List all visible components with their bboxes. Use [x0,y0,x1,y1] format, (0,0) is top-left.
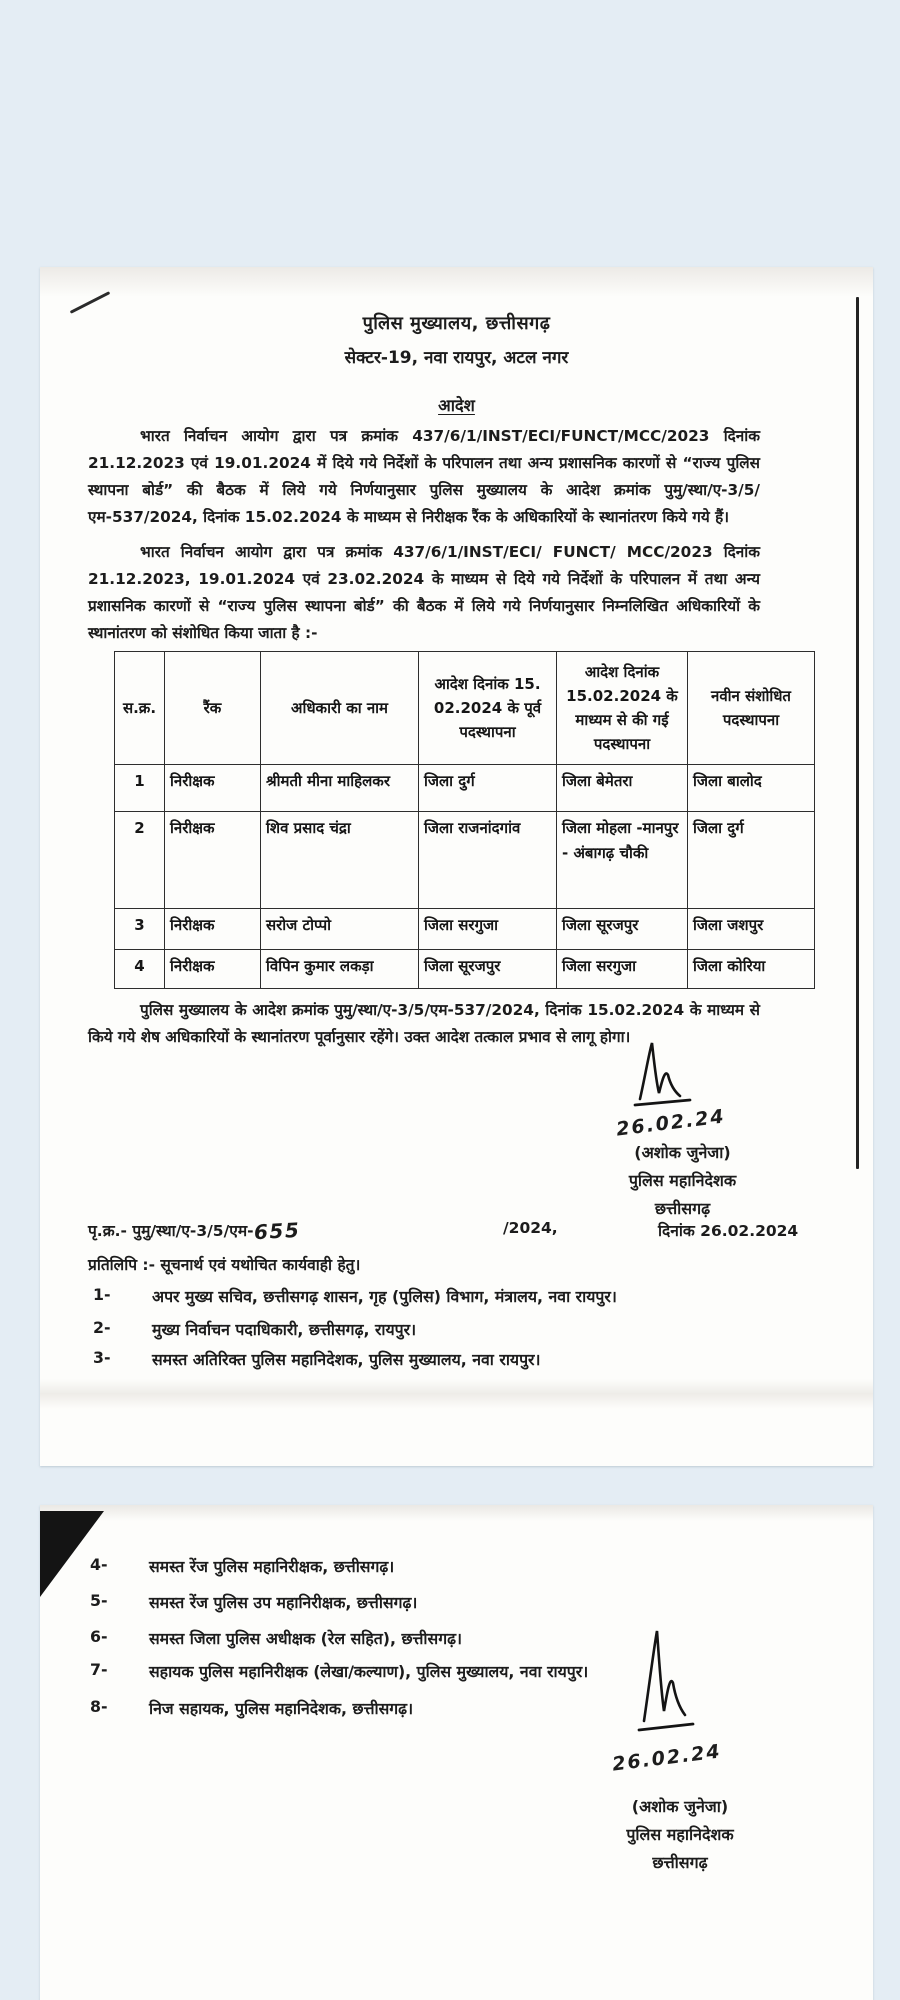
col-header-order-posting: आदेश दिनांक 15.02.2024 के माध्यम से की गई पदस्थापना [557,652,688,765]
col-header-new-posting: नवीन संशोधित पदस्थापना [688,652,815,765]
cell-new-posting: जिला दुर्ग [688,812,815,909]
signatory-block [580,1793,780,1877]
cell-prev-posting: जिला राजनांदगांव [419,812,557,909]
table-row [115,909,815,950]
signatory-title: पुलिस महानिदेशक [626,1825,734,1844]
cell-prev-posting: जिला सूरजपुर [419,950,557,989]
list-item-text: समस्त रेंज पुलिस महानिरीक्षक, छत्तीसगढ़। [149,1557,395,1576]
org-name: पुलिस मुख्यालय, छत्तीसगढ़ [362,313,551,334]
signatory-region: छत्तीसगढ़ [652,1853,708,1872]
list-item-text: सहायक पुलिस महानिरीक्षक (लेखा/कल्याण), पुलिस मुख्यालय, नवा रायपुर। [149,1662,589,1681]
handwritten-date: 26.02.24 [615,1105,727,1141]
ref-date: दिनांक 26.02.2024 [658,1222,799,1240]
cell-officer-name: विपिन कुमार लकड़ा [261,950,419,989]
col-header-serial: स.क्र. [115,652,165,765]
col-header-prev-posting: आदेश दिनांक 15. 02.2024 के पूर्व पदस्थापना [419,652,557,765]
cell-order-posting: जिला मोहला -मानपुर - अंबागढ़ चौकी [557,812,688,909]
ref-year: /2024, [503,1219,558,1237]
signatory-title: पुलिस महानिदेशक [628,1171,737,1190]
cell-order-posting: जिला बेमेतरा [557,765,688,812]
signature-icon [632,1039,696,1109]
list-item-number: 4- [90,1555,108,1574]
cell-rank: निरीक्षक [165,950,261,989]
cell-prev-posting: जिला दुर्ग [419,765,557,812]
cell-order-posting: जिला सरगुजा [557,950,688,989]
paragraph-1: भारत निर्वाचन आयोग द्वारा पत्र क्रमांक 437/6/1/INST/ECI/FUNCT/MCC/2023 दिनांक 21.12.2023 एवं 19.01.2024 में दिये गये निर्देशों के परिपालन तथा अन्य प्रशासनिक कारणों से “राज्य पुलिस स्थापना बोर्ड” की बैठक में लिये गये निर्णयानुसार पुलिस मुख्यालय के आदेश क्रमांक पुमु/स्था/ए-3/5/एम-537/2024, दिनांक 15.02.2024 के माध्यम से निरीक्षक रैंक के अधिकारियों के स्थानांतरण किये गये हैं। [88,427,760,526]
list-item-number: 3- [93,1348,111,1367]
cell-officer-name: श्रीमती मीना माहिलकर [261,765,419,812]
paragraph-3: पुलिस मुख्यालय के आदेश क्रमांक पुमु/स्था/ए-3/5/एम-537/2024, दिनांक 15.02.2024 के माध्यम से किये गये शेष अधिकारियों के स्थानांतरण पूर्वानुसार रहेंगे। उक्त आदेश तत्काल प्रभाव से लागू होगा। [88,1001,760,1046]
scan-corner-fold [40,1511,104,1597]
cell-prev-posting: जिला सरगुजा [419,909,557,950]
cell-rank: निरीक्षक [165,765,261,812]
list-item-text: निज सहायक, पुलिस महानिदेशक, छत्तीसगढ़। [149,1699,414,1718]
scan-texture-top [40,1505,873,1521]
list-item-number: 6- [90,1627,108,1646]
ref-prefix: पृ.क्र.- पुमु/स्था/ए-3/5/एम- [88,1222,254,1240]
signatory-region: छत्तीसगढ़ [654,1199,711,1218]
copy-to-line: प्रतिलिपि :- सूचनार्थ एवं यथोचित कार्यवाही हेतु। [88,1256,361,1274]
list-item-number: 8- [90,1697,108,1716]
cell-new-posting: जिला जशपुर [688,909,815,950]
cell-new-posting: जिला बालोद [688,765,815,812]
cell-new-posting: जिला कोरिया [688,950,815,989]
table-row [115,950,815,989]
reference-number-line [88,1219,848,1243]
list-item-text: समस्त जिला पुलिस अधीक्षक (रेल सहित), छत्तीसगढ़। [149,1629,462,1648]
handwritten-date: 26.02.24 [611,1740,723,1776]
list-item-text: समस्त रेंज पुलिस उप महानिरीक्षक, छत्तीसगढ़। [149,1593,418,1612]
handwritten-ref-number: 655 [252,1217,301,1245]
list-item-number: 1- [93,1285,111,1304]
list-item-number: 7- [90,1660,108,1679]
cell-rank: निरीक्षक [165,812,261,909]
list-item-text: अपर मुख्य सचिव, छत्तीसगढ़ शासन, गृह (पुलिस) विभाग, मंत्रालय, नवा रायपुर। [152,1287,617,1306]
signatory-name: (अशोक जुनेजा) [631,1797,729,1816]
signatory-name: (अशोक जुनेजा) [634,1143,731,1162]
list-item-text: समस्त अतिरिक्त पुलिस महानिदेशक, पुलिस मुख्यालय, नवा रायपुर। [152,1350,541,1369]
order-heading: आदेश [438,396,475,415]
cell-rank: निरीक्षक [165,909,261,950]
page-1 [40,267,873,1466]
scan-texture-bottom [40,1379,873,1409]
org-address: सेक्टर-19, नवा रायपुर, अटल नगर [344,348,569,368]
table-row [115,765,815,812]
cell-order-posting: जिला सूरजपुर [557,909,688,950]
list-item-number: 5- [90,1591,108,1610]
col-header-rank: रैंक [165,652,261,765]
cell-serial: 3 [115,909,165,950]
transfer-table [114,651,815,989]
scan-edge-line [856,297,859,1169]
table-header-row [115,652,815,765]
page-2 [40,1505,873,2000]
cell-serial: 1 [115,765,165,812]
signatory-block [585,1139,780,1223]
scan-texture-top [40,267,873,297]
list-item-text: मुख्य निर्वाचन पदाधिकारी, छत्तीसगढ़, रायपुर। [152,1320,417,1339]
cell-officer-name: सरोज टोप्पो [261,909,419,950]
signature-icon [636,1625,698,1735]
paragraph-2: भारत निर्वाचन आयोग द्वारा पत्र क्रमांक 437/6/1/INST/ECI/ FUNCT/ MCC/2023 दिनांक 21.12.2023, 19.01.2024 एवं 23.02.2024 के माध्यम से दिये गये निर्देशों के परिपालन में तथा अन्य प्रशासनिक कारणों से “राज्य पुलिस स्थापना बोर्ड” की बैठक में लिये गये निर्णयानुसार निम्नलिखित अधिकारियों के स्थानांतरण को संशोधित किया जाता है :- [88,543,760,642]
col-header-officer-name: अधिकारी का नाम [261,652,419,765]
cell-serial: 2 [115,812,165,909]
cell-officer-name: शिव प्रसाद चंद्रा [261,812,419,909]
cell-serial: 4 [115,950,165,989]
table-row [115,812,815,909]
list-item-number: 2- [93,1318,111,1337]
